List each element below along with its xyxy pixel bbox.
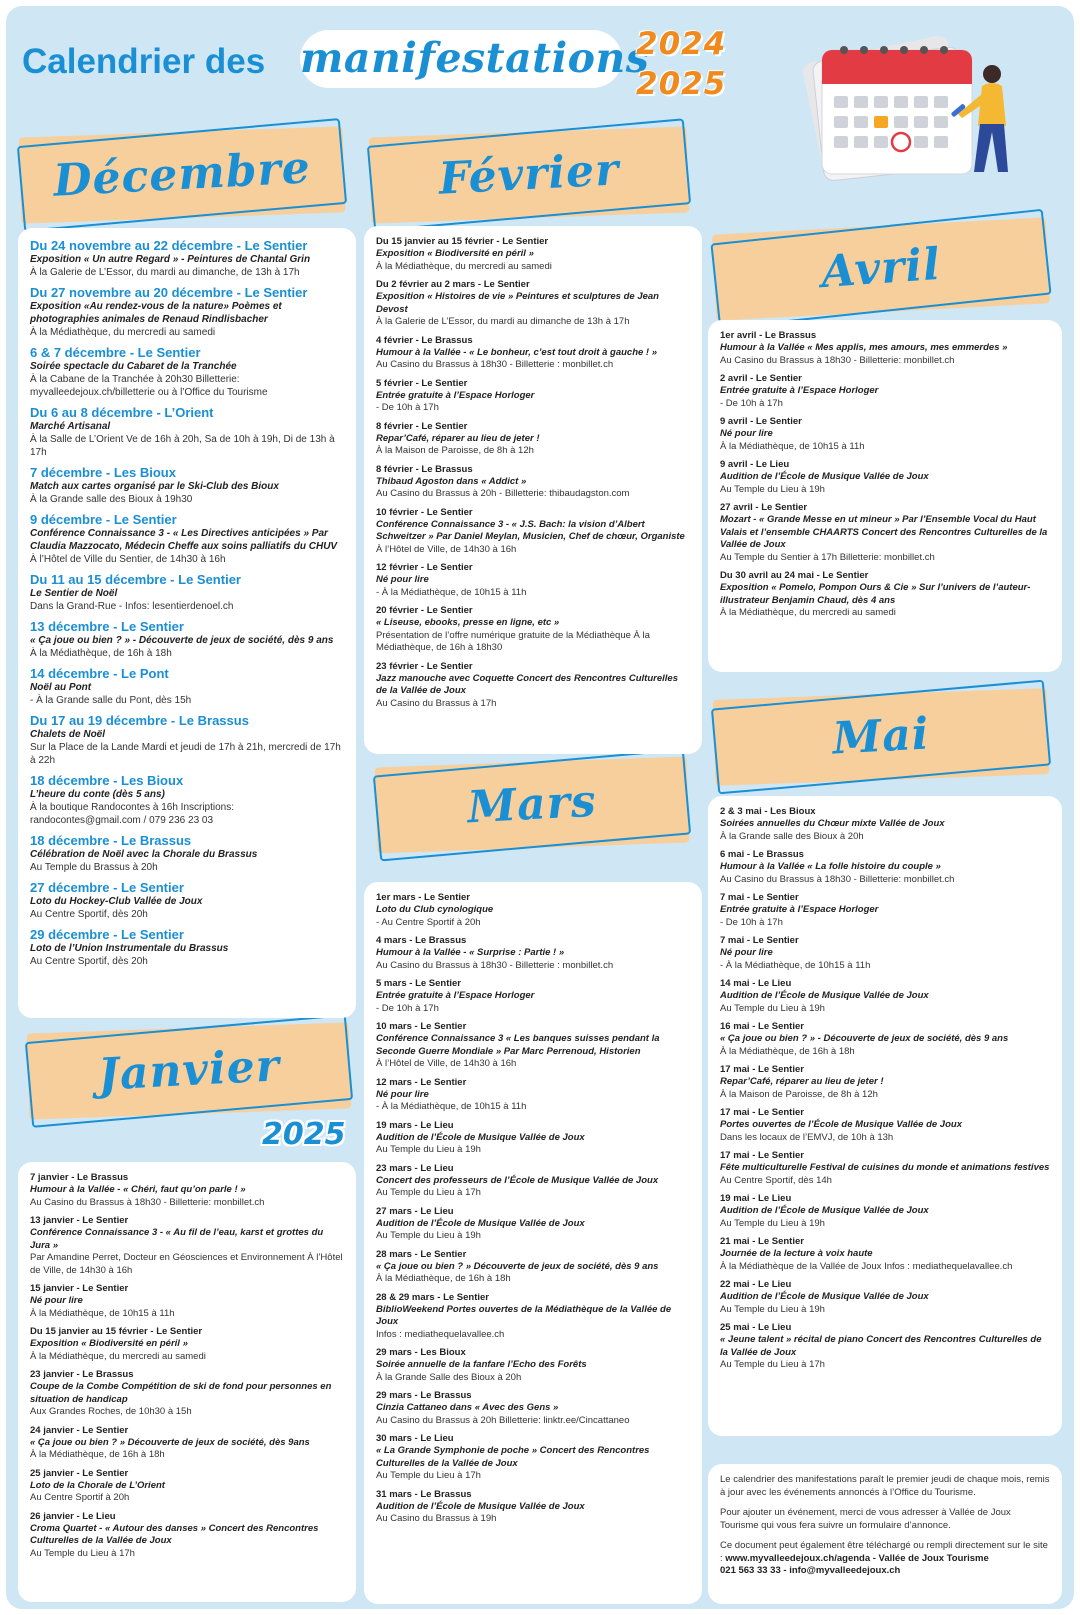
event-info: Au Temple du Lieu à 17h [720, 1359, 825, 1370]
month-banner-fevrier [368, 124, 690, 227]
event-info: Au Temple du Lieu à 17h [376, 1470, 481, 1481]
event-item [30, 1326, 344, 1363]
event-item [30, 1215, 344, 1277]
event-title: Loto de la Chorale de L’Orient [30, 1479, 165, 1491]
event-date: 5 mars - Le Sentier [376, 978, 462, 989]
event-item [30, 666, 344, 707]
event-info: À la Médiathèque, de 10h15 à 11h [720, 440, 865, 452]
event-date: 28 & 29 mars - Le Sentier [376, 1291, 489, 1303]
event-item [376, 1021, 690, 1071]
event-date: 9 avril - Le Sentier [720, 416, 802, 427]
month-banner-mars [374, 754, 690, 856]
event-item [376, 978, 690, 1015]
month-banner-decembre [18, 124, 346, 227]
event-item [30, 773, 344, 827]
event-date: 27 décembre - Le Sentier [30, 880, 184, 895]
event-item [376, 562, 690, 599]
event-info: À la Galerie de L’Essor, du mardi au dimanche de 13h à 17h [376, 316, 630, 327]
event-info: Présentation de l’offre numérique gratuite de la Médiathèque À la Médiathèque, de 16h à 18h30 [376, 629, 650, 653]
month-banner-mai [712, 685, 1050, 788]
event-date: 8 février - Le Brassus [376, 463, 473, 475]
event-info: Au Temple du Lieu à 19h [720, 1002, 825, 1014]
event-info: - De 10h à 17h [720, 397, 783, 409]
footer-paragraph-3 [720, 1540, 1050, 1578]
event-title: Coupe de la Combe Compétition de ski de fond pour personnes en situation de handicap [30, 1381, 332, 1405]
event-date: 13 décembre - Le Sentier [30, 619, 184, 634]
event-item [30, 713, 344, 767]
event-item [376, 421, 690, 458]
event-info: Au Temple du Brassus à 20h [30, 862, 158, 873]
event-title: « Ça joue ou bien ? » Découverte de jeux de société, dès 9 ans [376, 1260, 659, 1272]
event-title: Journée de la lecture à voix haute [720, 1248, 873, 1259]
month-banner-avril [711, 214, 1050, 323]
event-item [376, 1347, 690, 1384]
event-info: À la Médiathèque, du mercredi au samedi [376, 260, 552, 272]
event-item [376, 1077, 690, 1114]
event-info: Au Temple du Lieu à 19h [720, 1217, 825, 1229]
event-title: Thibaud Agoston dans « Addict » [376, 475, 527, 487]
month-title-mars: Mars [466, 775, 598, 834]
event-info: Sur la Place de la Lande Mardi et jeudi de 17h à 21h, mercredi de 17h à 22h [30, 742, 341, 766]
event-date: 9 avril - Le Lieu [720, 459, 790, 470]
event-info: Par Amandine Perret, Docteur en Géosciences et Environnement À l’Hôtel de Ville, de 14h30 à 16h [30, 1252, 343, 1276]
page-title: Calendrier des [22, 42, 266, 81]
event-info: - De 10h à 17h [376, 402, 439, 413]
event-item [376, 378, 690, 415]
event-info: Au Casino du Brassus à 18h30 - Billetterie: monbillet.ch [720, 873, 955, 885]
event-title: Humour à la Vallée « Mes applis, mes amours, mes emmerdes » [720, 342, 1008, 353]
event-title: Audition de l’École de Musique Vallée de Joux [376, 1131, 585, 1143]
event-item [720, 1107, 1050, 1144]
event-date: 23 janvier - Le Brassus [30, 1369, 134, 1380]
event-date: 27 mars - Le Lieu [376, 1205, 454, 1217]
event-date: Du 15 janvier au 15 février - Le Sentier [30, 1326, 203, 1337]
event-info: À l’Hôtel de Ville du Sentier, de 14h30 à 16h [30, 554, 226, 565]
event-date: 14 mai - Le Lieu [720, 978, 792, 989]
event-date: Du 24 novembre au 22 décembre - Le Sentier [30, 238, 308, 253]
event-title: Le Sentier de Noël [30, 588, 118, 599]
event-title: Humour à la Vallée - « Le bonheur, c’est tout droit à gauche ! » [376, 346, 658, 358]
event-title: BiblioWeekend Portes ouvertes de la Médiathèque de la Vallée de Joux [376, 1303, 672, 1327]
event-title: Soirée spectacle du Cabaret de la Tranchée [30, 361, 237, 372]
event-item [720, 1150, 1050, 1187]
event-item [30, 1468, 344, 1505]
event-date: 25 janvier - Le Sentier [30, 1467, 129, 1479]
event-date: 20 février - Le Sentier [376, 605, 473, 616]
events-card-decembre [18, 228, 356, 1018]
event-date: 12 février - Le Sentier [376, 562, 473, 573]
event-date: 2 avril - Le Sentier [720, 373, 802, 384]
events-card-mars [364, 882, 702, 1604]
event-item [376, 605, 690, 655]
page-title-script: manifestations [300, 30, 622, 88]
event-info: À la Grande Salle des Bioux à 20h [376, 1371, 522, 1383]
event-item [376, 464, 690, 501]
event-title: Fête multiculturelle Festival de cuisines du monde et animations festives [720, 1162, 1050, 1173]
event-info: À l’Hôtel de Ville, de 14h30 à 16h [376, 543, 517, 555]
event-item [720, 892, 1050, 929]
month-title-mai: Mai [831, 708, 931, 765]
event-title: Chalets de Noël [30, 729, 106, 740]
event-title: Entrée gratuite à l’Espace Horloger [376, 389, 535, 401]
event-info: À la Médiathèque, du mercredi au samedi [720, 607, 896, 618]
event-item [30, 345, 344, 399]
event-item [30, 833, 344, 874]
event-title: « Jeune talent » récital de piano Concert des Rencontres Culturelles de la Vallée de Joux [720, 1334, 1042, 1358]
event-info: Au Centre Sportif à 20h [30, 1492, 130, 1503]
event-title: Humour à la Vallée « La folle histoire du couple » [720, 861, 941, 872]
event-title: Conférence Connaissance 3 - « Les Directives anticipées » Par Claudia Mazzocato, Médecin Cheffe aux soins palliatifs du CHUV [30, 528, 338, 552]
event-item [376, 335, 690, 372]
event-info: Dans les locaux de l’EMVJ, de 10h à 13h [720, 1131, 894, 1143]
event-title: « Ça joue ou bien ? » - Découverte de jeux de société, dès 9 ans [30, 635, 334, 646]
event-title: Audition de l’École de Musique Vallée de Joux [720, 471, 929, 482]
event-date: 26 janvier - Le Lieu [30, 1510, 116, 1522]
event-info: - À la Grande salle du Pont, dès 15h [30, 695, 192, 706]
event-info: Au Temple du Lieu à 19h [720, 483, 825, 495]
event-item [376, 1163, 690, 1200]
event-date: 14 décembre - Le Pont [30, 666, 169, 681]
event-date: 27 avril - Le Sentier [720, 502, 808, 513]
event-info: À la Médiathèque, de 16h à 18h [720, 1045, 855, 1057]
event-info: Au Centre Sportif, dès 20h [30, 909, 148, 920]
event-title: Entrée gratuite à l’Espace Horloger [376, 990, 535, 1001]
event-date: 8 février - Le Sentier [376, 420, 468, 432]
events-card-fevrier [364, 226, 702, 754]
janvier-year: 2025 [262, 1117, 346, 1152]
event-item [720, 330, 1050, 367]
event-date: Du 17 au 19 décembre - Le Brassus [30, 713, 249, 728]
event-info: À la boutique Randocontes à 16h Inscriptions: randocontes@gmail.com / 079 236 23 03 [30, 802, 235, 826]
event-info: À la Maison de Paroisse, de 8h à 12h [720, 1088, 878, 1100]
event-item [720, 459, 1050, 496]
event-item [30, 1283, 344, 1320]
event-info: Au Temple du Lieu à 17h [376, 1187, 481, 1198]
event-item [376, 1390, 690, 1427]
event-title: Portes ouvertes de l’École de Musique Vallée de Joux [720, 1119, 962, 1130]
event-date: 2 & 3 mai - Les Bioux [720, 806, 816, 817]
event-item [720, 1322, 1050, 1372]
event-item [720, 935, 1050, 972]
event-title: L’heure du conte (dès 5 ans) [30, 789, 165, 800]
event-title: Conférence Connaissance 3 « Les banques suisses pendant la Seconde Guerre Mondiale » Par Marc Perrenoud, Historien [376, 1033, 660, 1057]
event-item [376, 935, 690, 972]
event-title: Audition de l’École de Musique Vallée de Joux [376, 1500, 585, 1512]
event-info: À la Grande salle des Bioux à 20h [720, 830, 864, 842]
event-date: 29 mars - Le Brassus [376, 1390, 472, 1401]
event-item [376, 1120, 690, 1157]
event-item [720, 373, 1050, 410]
event-title: Match aux cartes organisé par le Ski-Club des Bioux [30, 481, 279, 492]
event-info: Au Casino du Brassus à 17h [376, 697, 497, 709]
event-date: 19 mai - Le Lieu [720, 1193, 792, 1204]
event-item [30, 405, 344, 459]
footer-paragraph-3-text: Ce document peut également être téléchargé ou rempli directement sur le site : [720, 1540, 1048, 1564]
event-item [720, 1064, 1050, 1101]
event-date: 5 février - Le Sentier [376, 377, 468, 389]
event-info: - De 10h à 17h [720, 916, 783, 928]
event-title: Soirée annuelle de la fanfare l’Echo des Forêts [376, 1359, 587, 1370]
event-date: 21 mai - Le Sentier [720, 1236, 804, 1247]
event-title: Loto de l’Union Instrumentale du Brassus [30, 943, 229, 954]
event-info: Au Casino du Brassus à 18h30 - Billetterie : monbillet.ch [376, 959, 614, 971]
event-title: Mozart - « Grande Messe en ut mineur » Par l’Ensemble Vocal du Haut Valais et l’ensemble CHAARTS Concert des Rencontres Culturelles de la Vallée de Joux [720, 514, 1048, 550]
event-title: Humour à la Vallée - « Chéri, faut qu’on parle ! » [30, 1184, 246, 1195]
event-info: Au Casino du Brassus à 18h30 - Billetterie : monbillet.ch [376, 359, 614, 370]
event-item [376, 1433, 690, 1483]
event-title: Exposition «Au rendez-vous de la nature» Poèmes et photographies animales de Renaud Rindlisbacher [30, 301, 282, 325]
events-card-janvier [18, 1162, 356, 1602]
event-info: À la Galerie de L’Essor, du mardi au dimanche, de 13h à 17h [30, 267, 300, 278]
event-info: À la Salle de L’Orient Ve de 16h à 20h, Sa de 10h à 19h, Di de 13h à 17h [30, 434, 335, 458]
event-date: 18 décembre - Le Brassus [30, 833, 192, 848]
event-item [720, 416, 1050, 453]
event-title: Soirées annuelles du Chœur mixte Vallée de Joux [720, 818, 945, 829]
event-info: - À la Médiathèque, de 10h15 à 11h [720, 959, 871, 971]
events-card-mai [708, 796, 1062, 1436]
event-info: Au Casino du Brassus à 20h Billetterie: linktr.ee/Cincattaneo [376, 1414, 630, 1426]
event-title: Concert des professeurs de l’École de Musique Vallée de Joux [376, 1174, 659, 1186]
event-item [376, 507, 690, 557]
event-item [376, 1292, 690, 1342]
event-item [30, 619, 344, 660]
event-info: À l’Hôtel de Ville, de 14h30 à 16h [376, 1058, 517, 1069]
event-date: 1er mars - Le Sentier [376, 892, 470, 903]
footer-contact[interactable]: 021 563 33 33 - info@myvalleedejoux.ch [720, 1565, 901, 1576]
footer-paragraph-1: Le calendrier des manifestations paraît le premier jeudi de chaque mois, remis à jour avec les événements annoncés à l’Office du Tourisme. [720, 1474, 1050, 1498]
year-2024: 2024 [636, 26, 727, 62]
event-info: Au Temple du Lieu à 19h [376, 1144, 481, 1155]
footer-info-card [708, 1464, 1062, 1604]
event-item [376, 279, 690, 329]
event-item [376, 661, 690, 711]
event-item [30, 238, 344, 279]
event-info: Au Casino du Brassus à 20h - Billetterie: thibaudagston.com [376, 488, 630, 499]
event-title: Jazz manouche avec Coquette Concert des Rencontres Culturelles de la Vallée de Joux [376, 672, 678, 696]
event-item [720, 849, 1050, 886]
event-title: Né pour lire [30, 1295, 83, 1306]
event-item [30, 465, 344, 506]
event-info: À la Cabane de la Tranchée à 20h30 Billetterie: myvalleedejoux.ch/billetterie ou à l’Office du Tourisme [30, 374, 268, 398]
event-info: Au Centre Sportif, dès 20h [30, 956, 148, 967]
event-title: Exposition « Biodiversité en péril » [30, 1338, 188, 1349]
event-date: 24 janvier - Le Sentier [30, 1424, 129, 1436]
event-item [376, 236, 690, 273]
event-date: Du 15 janvier au 15 février - Le Sentier [376, 236, 549, 247]
event-date: 1er avril - Le Brassus [720, 330, 817, 341]
event-title: Marché Artisanal [30, 421, 111, 432]
event-info: - Au Centre Sportif à 20h [376, 916, 481, 928]
event-title: Entrée gratuite à l’Espace Horloger [720, 904, 879, 915]
events-card-avril [708, 320, 1062, 672]
event-date: 10 mars - Le Sentier [376, 1021, 467, 1032]
event-title: Entrée gratuite à l’Espace Horloger [720, 385, 879, 396]
event-date: Du 2 février au 2 mars - Le Sentier [376, 279, 530, 290]
event-date: 7 janvier - Le Brassus [30, 1172, 129, 1183]
year-2025: 2025 [636, 66, 727, 102]
footer-agenda-link[interactable]: www.myvalleedejoux.ch/agenda - Vallée de Joux Tourisme [725, 1552, 989, 1564]
event-date: 29 mars - Les Bioux [376, 1347, 466, 1358]
event-info: Au Temple du Sentier à 17h Billetterie: monbillet.ch [720, 551, 935, 563]
event-title: Exposition « Un autre Regard » - Peintures de Chantal Grin [30, 254, 311, 265]
month-banner-janvier [26, 1020, 352, 1123]
event-info: À la Médiathèque, du mercredi au samedi [30, 1350, 206, 1362]
event-title: Repar’Café, réparer au lieu de jeter ! [376, 432, 540, 444]
footer-paragraph-2: Pour ajouter un événement, merci de vous adresser à Vallée de Joux Tourisme qui vous fera suivre un formulaire d’annonce. [720, 1507, 1011, 1531]
event-title: « Liseuse, ebooks, presse en ligne, etc » [376, 617, 560, 628]
event-item [720, 1279, 1050, 1316]
event-date: 10 février - Le Sentier [376, 506, 473, 518]
event-date: 6 mai - Le Brassus [720, 849, 804, 860]
event-title: « La Grande Symphonie de poche » Concert des Rencontres Culturelles de la Vallée de Joux [376, 1445, 650, 1469]
event-item [376, 1249, 690, 1286]
event-info: À la Grande salle des Bioux à 19h30 [30, 494, 193, 505]
event-item [720, 978, 1050, 1015]
month-title-janvier: Janvier [96, 1040, 282, 1101]
event-date: 7 décembre - Les Bioux [30, 465, 176, 480]
event-title: Audition de l’École de Musique Vallée de Joux [720, 990, 929, 1001]
event-date: 19 mars - Le Lieu [376, 1119, 454, 1131]
event-date: 4 février - Le Brassus [376, 334, 473, 346]
event-title: Audition de l’École de Musique Vallée de Joux [720, 1291, 929, 1302]
event-title: « Ça joue ou bien ? » - Découverte de jeux de société, dès 9 ans [720, 1033, 1009, 1044]
event-item [720, 1236, 1050, 1273]
event-date: 18 décembre - Les Bioux [30, 773, 184, 788]
event-item [30, 512, 344, 566]
event-date: 13 janvier - Le Sentier [30, 1215, 129, 1226]
event-info: Infos : mediathequelavallee.ch [376, 1328, 505, 1340]
event-title: Conférence Connaissance 3 - « J.S. Bach: la vision d’Albert Schweitzer » Par Daniel Meylan, Musicien, Chef de chœur, Organiste [376, 518, 685, 542]
event-item [720, 1193, 1050, 1230]
event-date: 17 mai - Le Sentier [720, 1064, 804, 1075]
event-info: - De 10h à 17h [376, 1002, 439, 1014]
event-title: Célébration de Noël avec la Chorale du Brassus [30, 849, 258, 860]
event-title: Conférence Connaissance 3 - « Au fil de l’eau, karst et grottes du Jura » [30, 1227, 324, 1251]
event-title: Audition de l’École de Musique Vallée de Joux [376, 1217, 585, 1229]
event-date: 7 mai - Le Sentier [720, 892, 799, 903]
event-info: À la Médiathèque de la Vallée de Joux Infos : mediathequelavallee.ch [720, 1260, 1013, 1272]
event-date: Du 11 au 15 décembre - Le Sentier [30, 572, 241, 587]
event-item [30, 1511, 344, 1561]
event-date: 29 décembre - Le Sentier [30, 927, 184, 942]
event-title: Croma Quartet - « Autour des danses » Concert des Rencontres Culturelles de la Vallée de Joux [30, 1522, 319, 1546]
event-title: Repar’Café, réparer au lieu de jeter ! [720, 1076, 884, 1087]
event-info: À la Médiathèque, du mercredi au samedi [30, 327, 216, 338]
event-info: Au Casino du Brassus à 18h30 - Billetterie: monbillet.ch [720, 354, 955, 366]
event-title: Exposition « Pomelo, Pompon Ours & Cie » Sur l’univers de l’auteur-illustrateur Benjamin Chaud, dès 4 ans [720, 582, 1031, 606]
event-date: 7 mai - Le Sentier [720, 935, 799, 946]
event-item [720, 806, 1050, 843]
event-date: Du 6 au 8 décembre - L’Orient [30, 405, 214, 420]
event-item [720, 1021, 1050, 1058]
event-item [30, 285, 344, 339]
event-date: 22 mai - Le Lieu [720, 1279, 792, 1290]
event-date: Du 27 novembre au 20 décembre - Le Sentier [30, 285, 308, 300]
event-title: Exposition « Biodiversité en péril » [376, 248, 534, 259]
event-date: 25 mai - Le Lieu [720, 1322, 792, 1333]
calendar-sheet [6, 6, 1074, 1609]
event-title: Né pour lire [376, 1088, 429, 1100]
event-item [30, 1172, 344, 1209]
event-item [720, 502, 1050, 564]
event-date: 17 mai - Le Sentier [720, 1107, 804, 1118]
event-info: Au Casino du Brassus à 18h30 - Billetterie: monbillet.ch [30, 1196, 265, 1208]
event-title: Cinzia Cattaneo dans « Avec des Gens » [376, 1402, 559, 1413]
event-info: - À la Médiathèque, de 10h15 à 11h [376, 1101, 527, 1112]
event-date: 31 mars - Le Brassus [376, 1488, 472, 1500]
event-item [720, 570, 1050, 620]
event-item [30, 880, 344, 921]
month-title-fevrier: Février [437, 144, 621, 205]
event-date: 28 mars - Le Sentier [376, 1248, 467, 1260]
event-item [30, 572, 344, 613]
event-item [376, 1206, 690, 1243]
event-item [376, 1489, 690, 1526]
event-date: 16 mai - Le Sentier [720, 1021, 804, 1032]
event-title: Né pour lire [720, 947, 773, 958]
event-info: À la Maison de Paroisse, de 8h à 12h [376, 445, 534, 456]
event-date: 12 mars - Le Sentier [376, 1076, 467, 1088]
event-title: Loto du Club cynologique [376, 904, 494, 915]
event-title: Exposition « Histoires de vie » Peintures et sculptures de Jean Devost [376, 291, 659, 315]
event-title: Né pour lire [376, 574, 429, 585]
event-title: Noël au Pont [30, 682, 92, 693]
event-item [30, 927, 344, 968]
event-date: 23 mars - Le Lieu [376, 1162, 454, 1174]
event-date: 9 décembre - Le Sentier [30, 512, 177, 527]
event-info: Dans la Grand-Rue - Infos: lesentierdenoel.ch [30, 601, 234, 612]
month-title-decembre: Décembre [52, 142, 312, 207]
event-title: Né pour lire [720, 428, 773, 439]
event-info: À la Médiathèque, de 16h à 18h [30, 1449, 165, 1460]
event-item [30, 1425, 344, 1462]
event-date: Du 30 avril au 24 mai - Le Sentier [720, 570, 869, 581]
event-info: À la Médiathèque, de 16h à 18h [376, 1273, 511, 1284]
event-info: À la Médiathèque, de 16h à 18h [30, 648, 172, 659]
event-info: - À la Médiathèque, de 10h15 à 11h [376, 586, 527, 598]
month-title-avril: Avril [819, 238, 943, 299]
event-info: Aux Grandes Roches, de 10h30 à 15h [30, 1406, 192, 1417]
event-info: Au Temple du Lieu à 17h [30, 1547, 135, 1559]
event-title: Humour à la Vallée - « Surprise : Partie ! » [376, 947, 565, 958]
event-date: 4 mars - Le Brassus [376, 935, 467, 946]
event-date: 6 & 7 décembre - Le Sentier [30, 345, 201, 360]
event-date: 30 mars - Le Lieu [376, 1433, 454, 1444]
event-title: Audition de l’École de Musique Vallée de Joux [720, 1205, 929, 1216]
event-info: À la Médiathèque, de 10h15 à 11h [30, 1307, 175, 1319]
event-info: Au Temple du Lieu à 19h [376, 1230, 481, 1241]
event-item [30, 1369, 344, 1419]
event-date: 17 mai - Le Sentier [720, 1150, 804, 1161]
event-title: « Ça joue ou bien ? » Découverte de jeux de société, dès 9ans [30, 1436, 310, 1448]
event-item [376, 892, 690, 929]
event-title: Loto du Hockey-Club Vallée de Joux [30, 896, 203, 907]
event-info: Au Casino du Brassus à 19h [376, 1513, 497, 1524]
event-date: 15 janvier - Le Sentier [30, 1283, 129, 1294]
event-date: 23 février - Le Sentier [376, 660, 473, 672]
calendar-illustration-icon [792, 24, 1042, 184]
event-info: Au Temple du Lieu à 19h [720, 1303, 825, 1315]
event-info: Au Centre Sportif, dès 14h [720, 1174, 832, 1186]
